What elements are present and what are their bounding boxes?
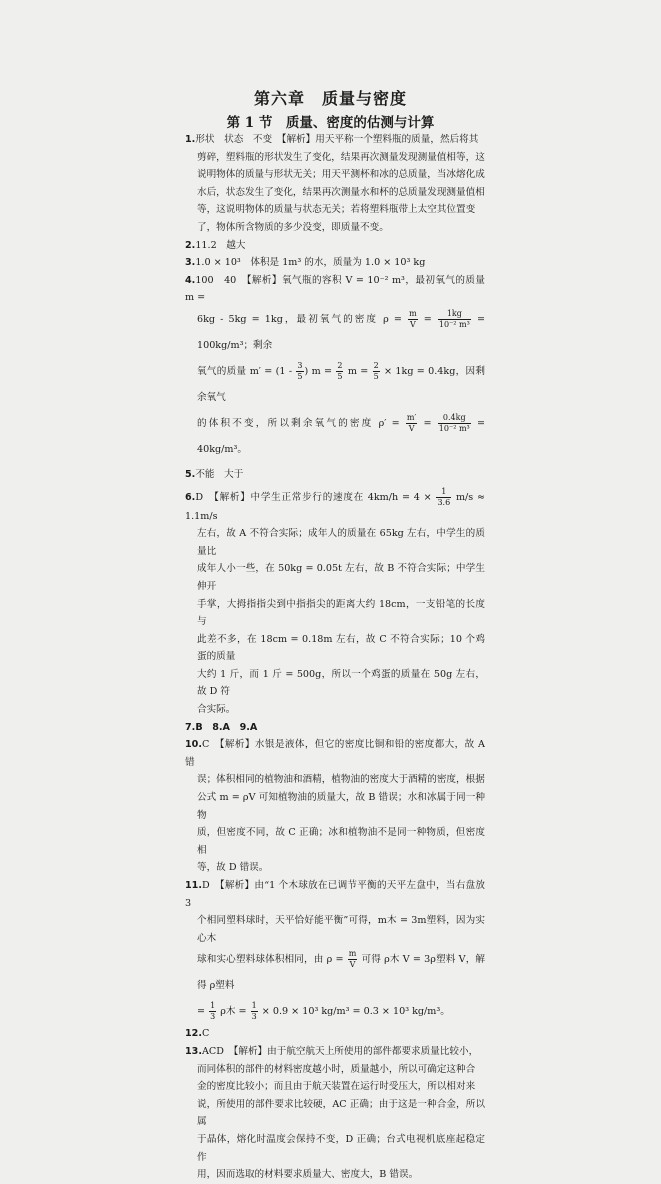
- answer-text: 误；体积相同的植物油和酒精，植物油的密度大于酒精的密度，根据: [197, 774, 485, 786]
- answer-text: 个相同塑料球时，天平恰好能平衡”可得，m木 = 3m塑料，因为实心木: [197, 915, 485, 944]
- answer-text: 的体积不变，所以剩余氧气的密度 ρ′ =: [197, 417, 405, 429]
- answer-text: 7.B 8.A 9.A: [185, 721, 258, 733]
- denominator: 10⁻² m³: [438, 423, 470, 433]
- fraction: [251, 1001, 258, 1022]
- answer-text: 了，物体所含物质的多少没变，即质量不变。: [197, 221, 389, 233]
- fraction: [348, 949, 358, 970]
- section-title: 第 1 节 质量、密度的估测与计算: [226, 115, 435, 131]
- denominator: V: [409, 319, 416, 329]
- answer-number: 3.: [185, 257, 196, 269]
- equation-line: [185, 359, 485, 411]
- answer-number: 12.: [185, 1028, 202, 1040]
- answer-text: 氧气的质量 m′ = (1 -: [197, 365, 296, 377]
- answer-5: [185, 466, 485, 484]
- answer-text: C 【解析】水银是液体，但它的密度比铜和铅的密度都大，故 A 错: [185, 739, 485, 768]
- answer-10: [185, 736, 485, 877]
- answer-13: [185, 1043, 485, 1184]
- answer-text: 球和实心塑料球体积相同，由 ρ =: [197, 954, 347, 966]
- answer-text: 11.2 越大: [195, 239, 246, 251]
- numerator: 2: [337, 360, 343, 370]
- fraction: [373, 361, 380, 382]
- denominator: 5: [297, 371, 303, 381]
- numerator: 1: [436, 487, 451, 498]
- answer-text: 100 40 【解析】氧气瓶的容积 V = 10⁻² m³，最初氧气的质量 m =: [185, 274, 485, 304]
- answer-number: 11.: [185, 880, 202, 891]
- answer-text: 可得 ρ木 V = 3ρ塑料 V，解得 ρ塑料: [197, 954, 486, 992]
- denominator: 5: [337, 371, 343, 381]
- answer-text: 6kg - 5kg = 1kg，最初氧气的密度 ρ =: [197, 313, 408, 325]
- answer-number: 5.: [185, 468, 196, 480]
- fraction: [296, 361, 303, 382]
- answer-text: 公式 m = ρV 可知植物油的质量大，故 B 错误；水和冰属于同一种物: [197, 792, 485, 821]
- answer-text: = 40kg/m³。: [197, 417, 486, 455]
- answer-7-9: [185, 719, 485, 737]
- denominator: 3: [251, 1012, 257, 1022]
- answer-4: [185, 272, 485, 463]
- chapter-title: 第六章 质量与密度: [253, 89, 407, 108]
- answer-list: [185, 131, 485, 1184]
- answer-text: =: [197, 1006, 209, 1018]
- answer-3: [185, 254, 485, 272]
- numerator: 3: [297, 360, 303, 370]
- answer-1: [185, 131, 485, 237]
- answer-12: [185, 1025, 485, 1043]
- answer-text: 等，故 D 错误。: [197, 862, 269, 874]
- answer-number: 6.: [185, 491, 196, 503]
- fraction: [336, 361, 343, 382]
- answer-text: m =: [344, 365, 372, 377]
- answer-number: 2.: [185, 239, 196, 251]
- answer-text: 质，但密度不同，故 C 正确；冰和植物油不是同一种物质，但密度相: [197, 827, 485, 856]
- answer-text: 用，因而选取的材料要求质量大、密度大，B 错误。: [197, 1169, 419, 1181]
- answer-text: m/s ≈ 1.1m/s: [185, 491, 486, 522]
- answer-text: × 1kg = 0.4kg，因剩余氧气: [197, 365, 485, 403]
- denominator: V: [408, 423, 415, 433]
- equation-line: [185, 307, 485, 359]
- equation-line: [185, 411, 485, 463]
- numerator: 1: [251, 1001, 257, 1011]
- answer-text: 1.0 × 10³ 体积是 1m³ 的水，质量为 1.0 × 10³ kg: [195, 257, 426, 269]
- numerator: m′: [406, 412, 417, 422]
- answer-text: 形状 状态 不变 【解析】用天平称一个塑料瓶的质量，然后将其: [195, 134, 479, 145]
- answer-text: 说，所使用的部件要求比较硬，AC 正确；由于这是一种合金，所以属: [197, 1098, 485, 1128]
- denominator: 3: [210, 1012, 216, 1022]
- answer-6: [185, 487, 485, 719]
- answer-text: 此差不多，在 18cm = 0.18m 左右，故 C 不符合实际；10 个鸡蛋的质量: [197, 633, 485, 663]
- answer-text: 等，这说明物体的质量与状态无关；若将塑料瓶带上太空其位置变: [197, 204, 476, 216]
- answer-text: D 【解析】由“1 个木球放在已调节平衡的天平左盘中，当右盘放 3: [185, 880, 485, 909]
- equals-sign: =: [418, 417, 437, 429]
- numerator: 2: [373, 360, 379, 370]
- numerator: 0.4kg: [438, 413, 471, 424]
- fraction: [436, 487, 451, 508]
- answer-text: C: [202, 1028, 210, 1040]
- answer-text: 说明物体的质量与形状无关；用天平测杯和冰的总质量，当冰熔化成: [197, 169, 485, 181]
- answer-number: 10.: [185, 739, 202, 751]
- fraction: [209, 1001, 216, 1022]
- answer-text: 手掌，大拇指指尖到中指指尖的距离大约 18cm，一支铅笔的长度与: [197, 598, 485, 628]
- answer-text: ) m =: [304, 365, 336, 377]
- answer-text: 不能 大于: [195, 468, 244, 480]
- answer-text: × 0.9 × 10³ kg/m³ = 0.3 × 10³ kg/m³。: [258, 1006, 450, 1018]
- fraction: [438, 413, 471, 434]
- numerator: m: [348, 949, 357, 959]
- equals-sign: =: [418, 313, 437, 325]
- answer-number: 13.: [185, 1045, 202, 1057]
- answer-text: 大约 1 斤，而 1 斤 = 500g，所以一个鸡蛋的质量在 50g 左右，故 D 符: [197, 668, 485, 698]
- answer-2: [185, 237, 485, 255]
- answer-text: ACD 【解析】由于航空航天上所使用的部件都要求质量比较小，: [202, 1045, 479, 1057]
- denominator: 3.6: [437, 497, 451, 507]
- answer-text: 剪碎，塑料瓶的形状发生了变化，结果再次测量发现测量值相等，这: [197, 151, 485, 163]
- answer-number: 1.: [185, 134, 196, 145]
- answer-text: 水后，状态发生了变化，结果再次测量水和杯的总质量发现测量值相: [197, 186, 485, 198]
- equation-line: [185, 947, 485, 999]
- answer-text: 金的密度比较小；而且由于航天装置在运行时受压大，所以相对来: [197, 1081, 476, 1093]
- answer-text: 于晶体，熔化时温度会保持不变，D 正确；台式电视机底座起稳定作: [197, 1133, 485, 1163]
- numerator: 1kg: [438, 309, 471, 320]
- answer-text: D 【解析】中学生正常步行的速度在 4km/h = 4 ×: [195, 491, 436, 503]
- answer-text: = 100kg/m³；剩余: [197, 313, 485, 351]
- fraction: [406, 413, 417, 434]
- numerator: 1: [210, 1001, 216, 1011]
- equation-line: [185, 999, 485, 1025]
- denominator: 10⁻² m³: [438, 319, 470, 329]
- answer-11: [185, 877, 485, 1025]
- answer-number: 4.: [185, 274, 196, 286]
- answer-text: 而同体积的部件的材料密度越小时，质量越小，所以可确定这种合: [197, 1063, 476, 1075]
- denominator: V: [349, 960, 356, 970]
- fraction: [408, 309, 418, 330]
- fraction: [438, 309, 471, 330]
- answer-text: 合实际。: [197, 704, 236, 716]
- answer-text: ρ木 =: [217, 1006, 250, 1018]
- answer-text: 左右，故 A 不符合实际；成年人的质量在 65kg 左右，中学生的质量比: [197, 528, 485, 557]
- numerator: m: [409, 308, 417, 318]
- denominator: 5: [373, 371, 379, 381]
- answer-text: 成年人小一些，在 50kg = 0.05t 左右，故 B 不符合实际；中学生伸开: [197, 563, 485, 592]
